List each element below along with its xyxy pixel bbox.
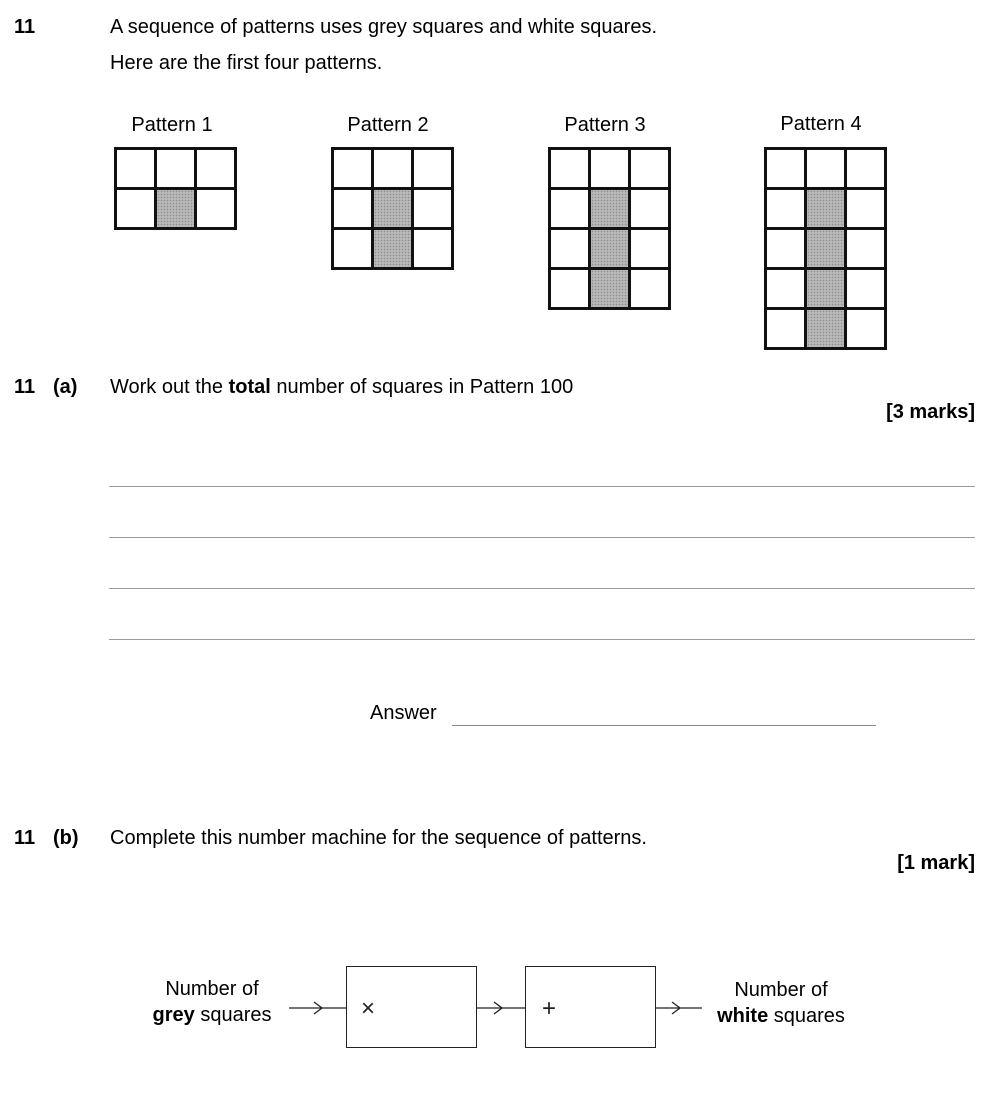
part-b-label: (b) xyxy=(53,827,79,849)
machine-box-multiply[interactable] xyxy=(346,966,477,1048)
pattern-2-label: Pattern 2 xyxy=(347,114,429,136)
question-intro-line1: A sequence of patterns uses grey squares and white squares. xyxy=(110,16,658,38)
pattern-4-label: Pattern 4 xyxy=(780,113,862,135)
machine-input-label-rest: squares xyxy=(194,1004,272,1026)
machine-output-label-line1: Number of xyxy=(734,979,828,1001)
answer-label: Answer xyxy=(370,702,437,724)
part-b-question-text: Complete this number machine for the sequence of patterns. xyxy=(110,827,647,849)
machine-output-label-rest: squares xyxy=(768,1005,845,1027)
machine-output-label-line2 xyxy=(704,1003,858,1029)
part-a-text-bold: total xyxy=(228,376,271,398)
pattern-3-label: Pattern 3 xyxy=(564,114,646,136)
part-a-marks: [3 marks] xyxy=(886,401,975,423)
question-number: 11 xyxy=(14,16,36,38)
part-b-question-number: 11 xyxy=(14,827,36,849)
part-a-text-before: Work out the xyxy=(110,376,229,398)
pattern-1-label: Pattern 1 xyxy=(131,114,213,136)
plus-symbol: + xyxy=(542,995,557,1022)
machine-output-label xyxy=(704,977,858,1029)
machine-input-label-bold: grey xyxy=(152,1004,195,1026)
machine-input-label-line1: Number of xyxy=(165,978,259,1000)
part-a-label: (a) xyxy=(53,376,78,398)
machine-box-add[interactable] xyxy=(525,966,656,1048)
part-b-marks: [1 mark] xyxy=(897,852,975,874)
part-a-text-after: number of squares in Pattern 100 xyxy=(270,376,574,398)
question-intro-line2: Here are the first four patterns. xyxy=(110,52,383,74)
multiply-symbol: × xyxy=(361,995,376,1022)
part-a-question-number: 11 xyxy=(14,376,36,398)
machine-output-label-bold: white xyxy=(717,1005,769,1027)
